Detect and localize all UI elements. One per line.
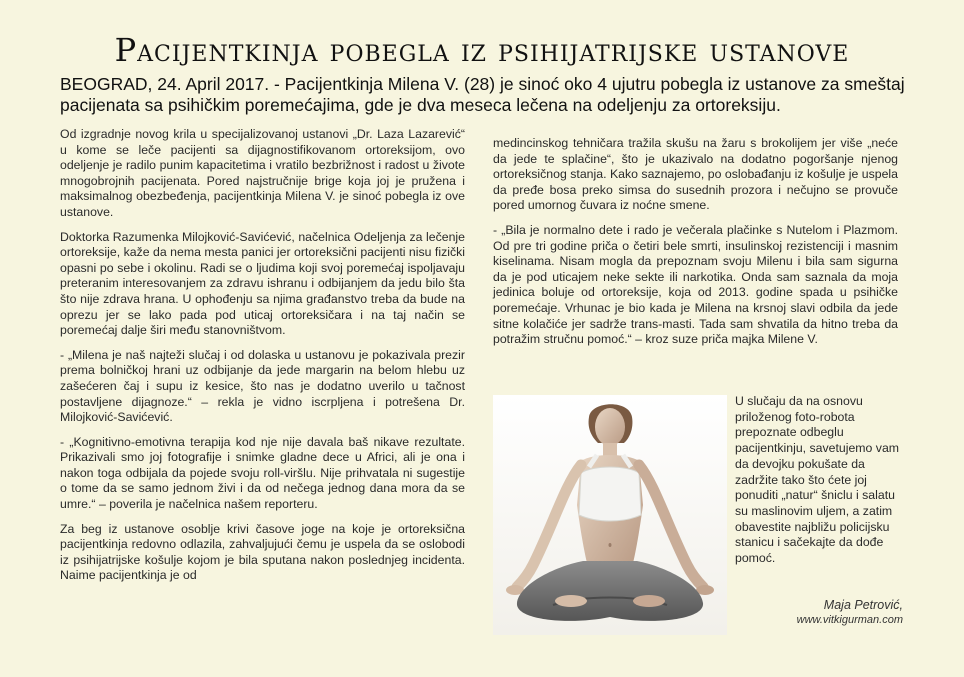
article-paragraph: Za beg iz ustanove osoblje krivi časove joge na koje je ortoreksična pacijentkinja redovno odlazila, zahvaljujući čemu je uspela da se oslobodi iz psihijatrijske košulje kojom je bila sputana nakon poslednjeg incidenta. Naime pacijentkinja je od (60, 521, 465, 583)
website-link[interactable]: www.vitkigurman.com (796, 614, 903, 626)
woman-meditating-photo (493, 395, 727, 635)
lead-paragraph: BEOGRAD, 24. April 2017. - Pacijentkinja Milena V. (28) je sinoć oko 4 ujutru pobegla iz ustanove za smeštaj pacijenata sa psihičkim poremećajima, gde je dva meseca lečena na odeljenju za ortoreksiju. (60, 74, 905, 115)
article-paragraph: Doktorka Razumenka Milojković-Savićević, načelnica Odeljenja za lečenje ortoreksije, kaže da nema mesta panici jer ortoreksični pacijenti nisu fizički opasni po sebe i okolinu. Radi se o ljudima koji svoj poremećaj ispoljavaju preteranim interesovanjem za zdravu ishranu i odbijanjem da jedu bilo šta što nije zdrava hrana. U ophođenju sa njima građanstvo treba da bude na oprezu jer se lako pada pod uticaj ortoreksičara i na taj način se poremećaj dalje širi među stanovništvom. (60, 229, 465, 338)
author-name: Maja Petrović, (823, 598, 903, 612)
right-column (493, 136, 898, 357)
article-paragraph: Od izgradnje novog krila u specijalizovanoj ustanovi „Dr. Laza Lazarević“ u kome se leče pacijenti sa dijagnostifikovanom ortoreksijom, ovo odeljenje je radilo punim kapacitetima i vratilo bezbrižnost i radost u živote mnogobrojnih pacijenata. Pored najstručnije brige koja joj je pružena i maksimalnog obezbeđenja, pacijentkinja Milena V. je sinoć pobegla iz ove ustanove. (60, 127, 465, 219)
left-column (60, 127, 465, 593)
byline (740, 597, 903, 627)
article-paragraph: medincinskog tehničara tražila skušu na žaru s brokolijem jer više „neće da jede te splačine“, što je ukazivalo na dodatno pogoršanje njenog ortoreksičnog stanja. Kako saznajemo, po oslobađanju iz košulje je uspela da pređe bosa preko simsa do susednih prozora i nečujno se provuče pored umornog čuvara iz noćne smene. (493, 136, 898, 213)
page-title: Pacijentkinja pobegla iz psihijatrijske ustanove (114, 31, 850, 69)
photo-caption: U slučaju da na osnovu priloženog foto-robota prepoznate odbeglu pacijentkinju, savetujemo vam da devojku pokušate da zadržite tako što ćete joj ponuditi „natur“ šniclu i salatu su maslinovim uljem, a zatim obavestite najbližu policijsku stanicu i sačekajte da dođe pomoć. (735, 394, 900, 566)
article-paragraph: - „Bila je normalno dete i rado je večerala plačinke s Nutelom i Plazmom. Od pre tri godine priča o četiri bele smrti, insulinskoj rezistenciji i masnim kiselinama. Nisam mogla da prepoznam svoju Milenu i bila sam sigurna da je pod uticajem neke sekte ili narkotika. Onda sam saznala da moja jedinica boluje od ortoreksije, koja od 2013. godine spada u psihičke poremećaje. Vrhunac je bio kada je Milena na krsnoj slavi odbila da jede sitne kolačiće jer sadrže trans-masti. Tada sam shvatila da hitno treba da potražim stručnu pomoć.“ – kroz suze priča majka Milene V. (493, 222, 898, 347)
article-paragraph: - „Kognitivno-emotivna terapija kod nje nije davala baš nikave rezultate. Prikazivali smo joj fotografije i snimke gladne dece u Africi, ali je ona i nakon toga odbijala da pojede svoju roll-viršlu. Nije prihvatala ni sugestije o tome da se samo jednom živi i da od nečega jednog dana mora da se umre.“ – poverila je načelnica našem reporteru. (60, 434, 465, 512)
article-paragraph: - „Milena je naš najteži slučaj i od dolaska u ustanovu je pokazivala prezir prema bolničkoj hrani uz odbijanje da jede margarin na belom hlebu uz zašećeren čaj i supu iz kesice, što nas je dodatno uverilo u tačnost postavljene dijagnoze.“ – rekla je vidno iscrpljena i potrešena Dr. Milojković-Savićević. (60, 347, 465, 425)
